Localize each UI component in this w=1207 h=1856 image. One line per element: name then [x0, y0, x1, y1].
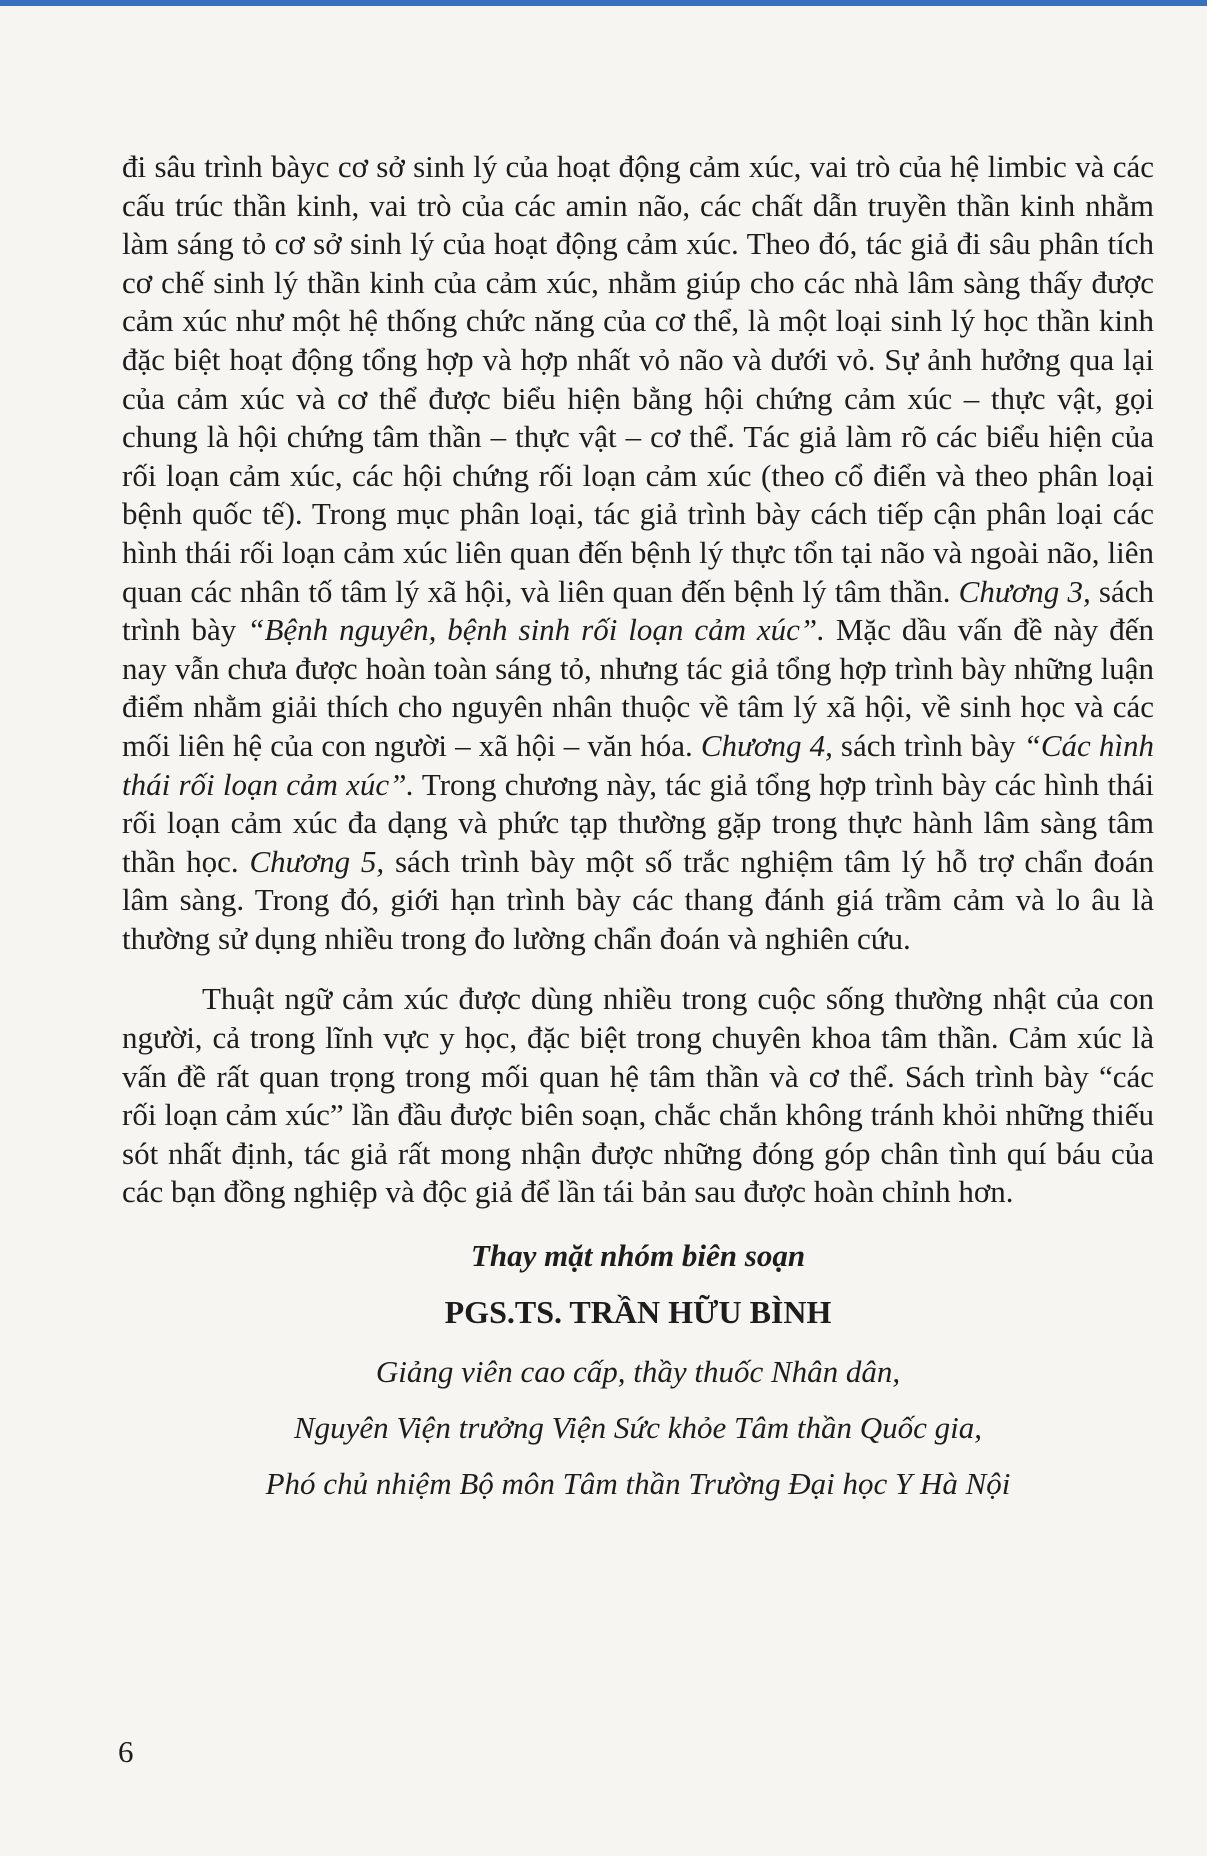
body-paragraph-1: [122, 148, 1154, 958]
text-run: đi sâu trình bàyc cơ sở sinh lý của hoạt động cảm xúc, vai trò của hệ limbic và các cấu trúc thần kinh, vai trò của các amin não, các chất dẫn truyền thần kinh nhằm làm sáng tỏ cơ sở sinh lý của hoạt động cảm xúc. Theo đó, tác giả đi sâu phân tích cơ chế sinh lý thần kinh của cảm xúc, nhằm giúp cho các nhà lâm sàng thấy được cảm xúc như một hệ thống chức năng của cơ thể, là một loại sinh lý học thần kinh đặc biệt hoạt động tổng hợp và hợp nhất vỏ não và dưới vỏ. Sự ảnh hưởng qua lại của cảm xúc và cơ thể được biểu hiện bằng hội chứng cảm xúc – thực vật, gọi chung là hội chứng tâm thần – thực vật – cơ thể. Tác giả làm rõ các biểu hiện của rối loạn cảm xúc, các hội chứng rối loạn cảm xúc (theo cổ điển và theo phân loại bệnh quốc tế). Trong mục phân loại, tác giả trình bày cách tiếp cận phân loại các hình thái rối loạn cảm xúc liên quan đến bệnh lý thực tổn tại não và ngoài não, liên quan các nhân tố tâm lý xã hội, và liên quan đến bệnh lý tâm thần.: [122, 149, 1154, 609]
signature-on-behalf: Thay mặt nhóm biên soạn: [470, 1238, 806, 1274]
top-border-rule: [0, 0, 1207, 6]
text-run: Mặc dầu vấn đề này đến nay vẫn chưa được hoàn toàn sáng tỏ, nhưng tác giả tổng hợp trình bày những luận điểm nhằm giải thích cho nguyên nhân thuộc về tâm lý xã hội, về sinh học và các mối liên hệ của con người – xã hội – văn hóa.: [122, 612, 1154, 763]
text-run: sách trình bày: [832, 727, 1024, 763]
italic-text-run: Chương 5,: [249, 843, 385, 879]
body-paragraph-2: Thuật ngữ cảm xúc được dùng nhiều trong cuộc sống thường nhật của con người, cả trong lĩnh vực y học, đặc biệt trong chuyên khoa tâm thần. Cảm xúc là vấn đề rất quan trọng trong mối quan hệ tâm thần và cơ thể. Sách trình bày “các rối loạn cảm xúc” lần đầu được biên soạn, chắc chắn không tránh khỏi những thiếu sót nhất định, tác giả rất mong nhận được những đóng góp chân tình quí báu của các bạn đồng nghiệp và độc giả để lần tái bản sau được hoàn chỉnh hơn.: [122, 981, 1154, 1210]
signature-title-line-3: Phó chủ nhiệm Bộ môn Tâm thần Trường Đại học Y Hà Nội: [265, 1466, 1011, 1502]
signature-block: [122, 1236, 1154, 1504]
italic-text-run: Chương 3,: [958, 573, 1091, 609]
signature-title-line-2: Nguyên Viện trưởng Viện Sức khỏe Tâm thần Quốc gia,: [293, 1410, 983, 1446]
page-number: 6: [118, 1734, 134, 1769]
signature-author-name: PGS.TS. TRẦN HỮU BÌNH: [444, 1294, 832, 1331]
signature-title-line-1: Giảng viên cao cấp, thầy thuốc Nhân dân,: [375, 1354, 901, 1390]
italic-text-run: “Các hình thái rối loạn cảm xúc”.: [122, 727, 1154, 802]
italic-text-run: “Bệnh nguyên, bệnh sinh rối loạn cảm xúc”.: [247, 612, 825, 648]
text-run: sách trình bày một số trắc nghiệm tâm lý hỗ trợ chẩn đoán lâm sàng. Trong đó, giới hạn trình bày các thang đánh giá trầm cảm và lo âu là thường sử dụng nhiều trong đo lường chẩn đoán và nghiên cứu.: [122, 843, 1154, 956]
text-run: sách trình bày: [122, 573, 1154, 648]
text-run: Trong chương này, tác giả tổng hợp trình bày các hình thái rối loạn cảm xúc đa dạng và phức tạp thường gặp trong thực hành lâm sàng tâm thần học.: [122, 766, 1154, 879]
italic-text-run: Chương 4,: [700, 727, 833, 763]
page-content: [122, 148, 1154, 1520]
